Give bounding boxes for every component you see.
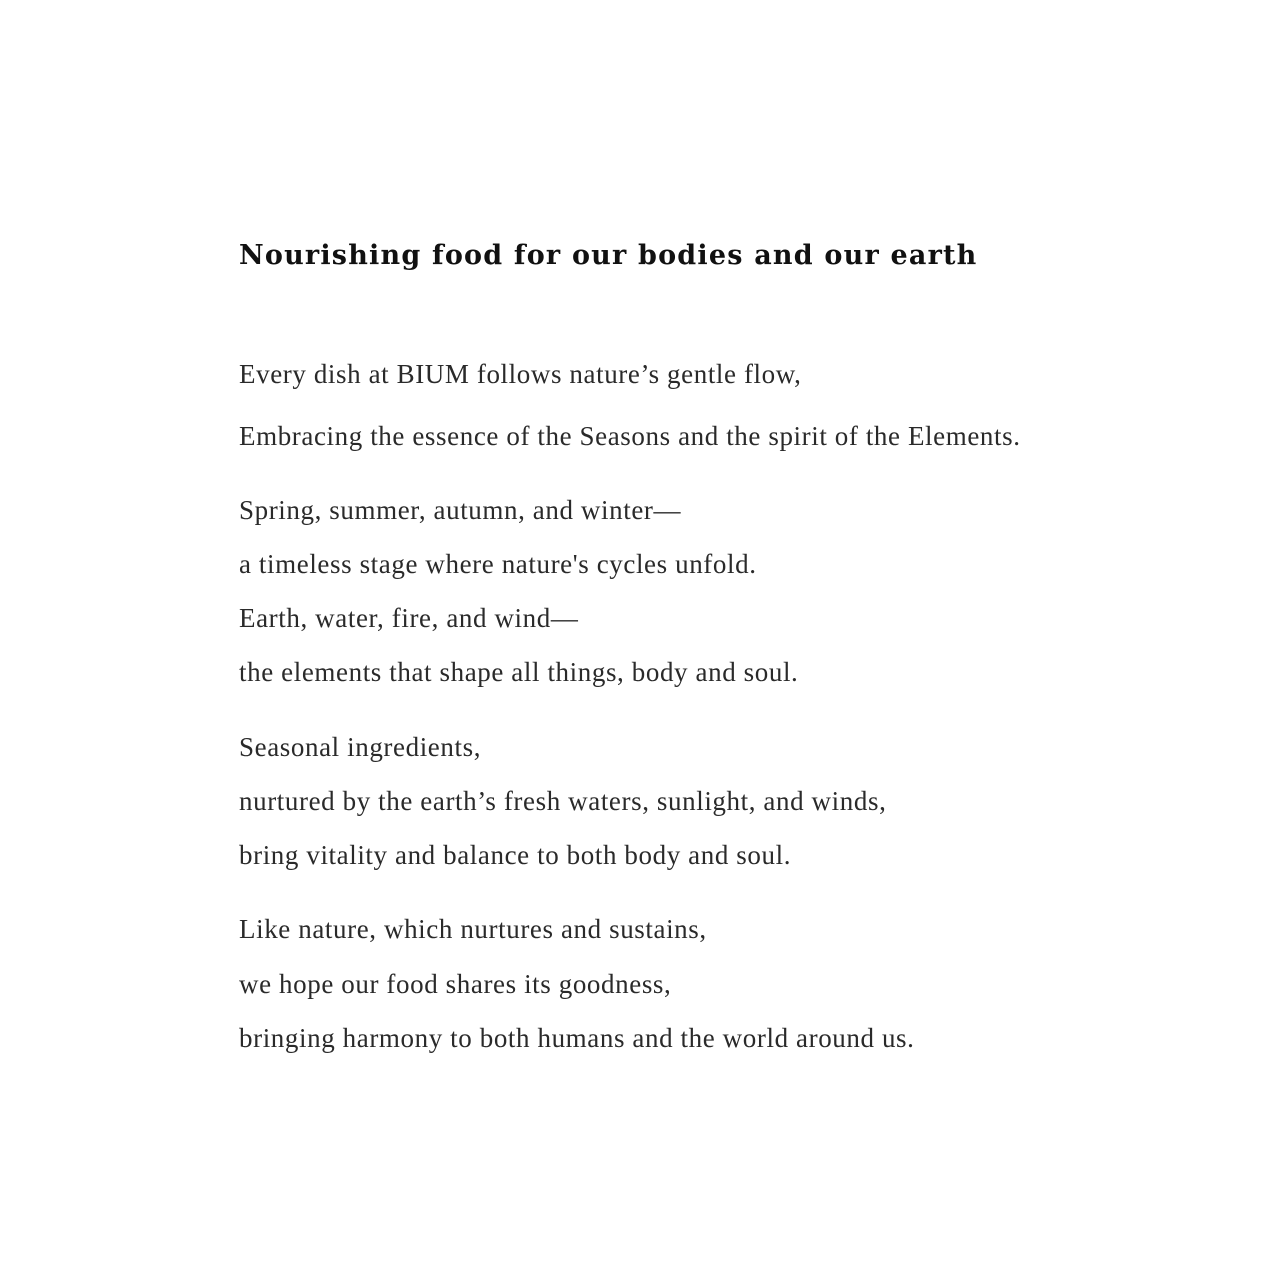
poem-line: a timeless stage where nature's cycles unfold. bbox=[239, 549, 757, 579]
poem-line: bring vitality and balance to both body and soul. bbox=[239, 840, 792, 870]
poem-line: the elements that shape all things, body and soul. bbox=[239, 657, 799, 687]
poem-line: nurtured by the earth’s fresh waters, sunlight, and winds, bbox=[239, 786, 887, 816]
poem-line: Earth, water, fire, and wind— bbox=[239, 603, 579, 633]
poem-line: Seasonal ingredients, bbox=[239, 732, 482, 762]
poem-line: we hope our food shares its goodness, bbox=[239, 969, 672, 999]
poem-line: Like nature, which nurtures and sustains, bbox=[239, 914, 707, 944]
poem-line: Spring, summer, autumn, and winter— bbox=[239, 495, 682, 525]
page-title: Nourishing food for our bodies and our earth bbox=[239, 240, 978, 271]
poem-line: Embracing the essence of the Seasons and the spirit of the Elements. bbox=[239, 421, 1021, 451]
poem-line: bringing harmony to both humans and the world around us. bbox=[239, 1023, 915, 1053]
poem-line: Every dish at BIUM follows nature’s gentle flow, bbox=[239, 359, 802, 389]
